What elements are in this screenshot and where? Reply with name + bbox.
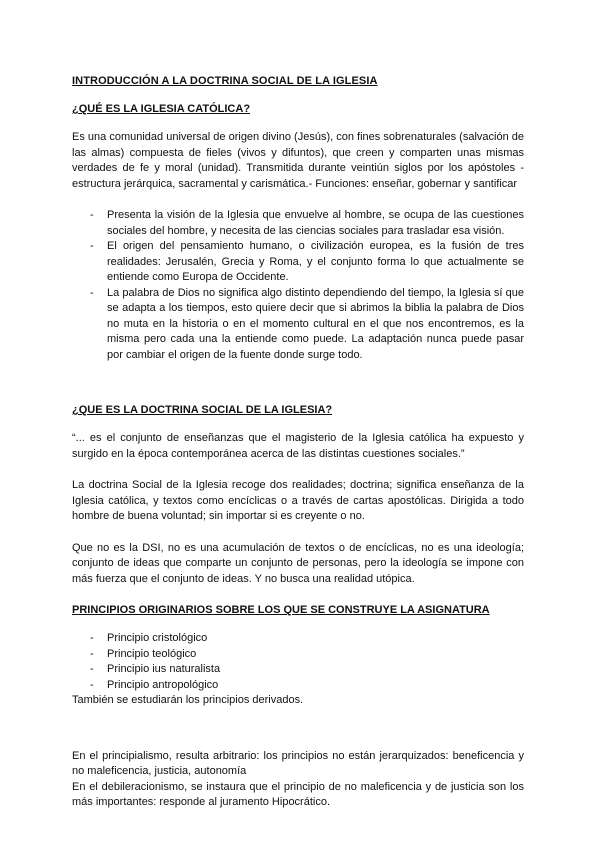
- paragraph-principialismo: En el principialismo, resulta arbitrario: los principios no están jerarquizados: beneficencia y no maleficencia, justicia, autonomía: [72, 749, 524, 777]
- list-item-text: Principio cristológico: [107, 632, 208, 644]
- list-item-text: Principio teológico: [107, 647, 197, 660]
- list-item-text: Presenta la visión de la Iglesia que envuelve al hombre, se ocupa de las cuestiones sociales del hombre, y necesita de las ciencias sociales para trasladar esa visión.: [107, 209, 524, 237]
- list-item-text: La palabra de Dios no significa algo distinto dependiendo del tiempo, la Iglesia sí que se adapta a los tiempos, esto quiere decir que si abrimos la biblia la palabra de Dios no muta en la historia o en el momento cultural en el que nos encontremos, es la misma pero cada una la entiende como puede. La adaptación nunca puede pasar por cambiar el origen de la fuente donde surge todo.: [107, 286, 524, 361]
- bullet-dash: -: [90, 240, 94, 252]
- paragraph-principios-derivados: También se estudiarán los principios derivados.: [72, 694, 304, 706]
- paragraph-iglesia-definicion: Es una comunidad universal de origen divino (Jesús), con fines sobrenaturales (salvación de las almas) compuesta de fieles (vivos y difuntos), que creen y comparten unas mismas verdades de fe y moral (unidad). Transmitida durante veintiún siglos por los apóstoles - estructura jerárquica, sacramental y carismática.- Funciones: enseñar, gobernar y santificar: [72, 131, 524, 190]
- list-item: [72, 286, 524, 364]
- list-item: [72, 239, 524, 286]
- list-item-text: Principio antropológico: [107, 678, 219, 691]
- paragraph-que-no-es-dsi: Que no es la DSI, no es una acumulación de textos o de encíclicas, no es una ideología; conjunto de ideas que comparte un conjunto de personas, pero la ideología se impone con más fuerza que el conjunto de ideas. Y no busca una realidad utópica.: [72, 541, 524, 585]
- list-item-text: El origen del pensamiento humano, o civilización europea, es la fusión de tres realidades: Jerusalén, Grecia y Roma, y el conjunto forma lo que actualmente se entiende como Europa de Occidente.: [107, 240, 524, 283]
- bullet-list-principios: [72, 631, 524, 693]
- list-item: [72, 208, 524, 239]
- paragraph-debileracionismo: En el debileracionismo, se instaura que el principio de no maleficencia y de justicia son los más importantes: responde al juramento Hipocrático.: [72, 780, 524, 808]
- bullet-dash: -: [90, 286, 94, 299]
- bullet-dash: -: [90, 209, 94, 221]
- list-item: [72, 678, 524, 694]
- paragraph-doctrina-realidades: La doctrina Social de la Iglesia recoge dos realidades; doctrina; significa enseñanza de la Iglesia católica, y textos como encíclicas o a través de cartas apostólicas. Dirigida a todo hombre de buena voluntad; sin importar si es creyente o no.: [72, 479, 524, 522]
- list-item: [72, 647, 524, 663]
- section-heading-principios: PRINCIPIOS ORIGINARIOS SOBRE LOS QUE SE CONSTRUYE LA ASIGNATURA: [72, 604, 490, 616]
- bullet-dash: -: [90, 663, 94, 675]
- bullet-list-iglesia: [72, 208, 524, 363]
- list-item-text: Principio ius naturalista: [107, 663, 221, 675]
- document-title: INTRODUCCIÓN A LA DOCTRINA SOCIAL DE LA IGLESIA: [72, 75, 378, 87]
- section-heading-iglesia-catolica: ¿QUÉ ES LA IGLESIA CATÓLICA?: [72, 103, 251, 115]
- quote-paragraph: “... es el conjunto de enseñanzas que el magisterio de la Iglesia católica ha expuesto y surgido en la época contemporánea acerca de las distintas cuestiones sociales.”: [72, 432, 524, 460]
- bullet-dash: -: [90, 647, 94, 660]
- list-item: [72, 631, 524, 647]
- bullet-dash: -: [90, 678, 94, 691]
- bullet-dash: -: [90, 632, 94, 644]
- section-heading-doctrina-social: ¿QUE ES LA DOCTRINA SOCIAL DE LA IGLESIA?: [72, 404, 333, 416]
- list-item: [72, 662, 524, 678]
